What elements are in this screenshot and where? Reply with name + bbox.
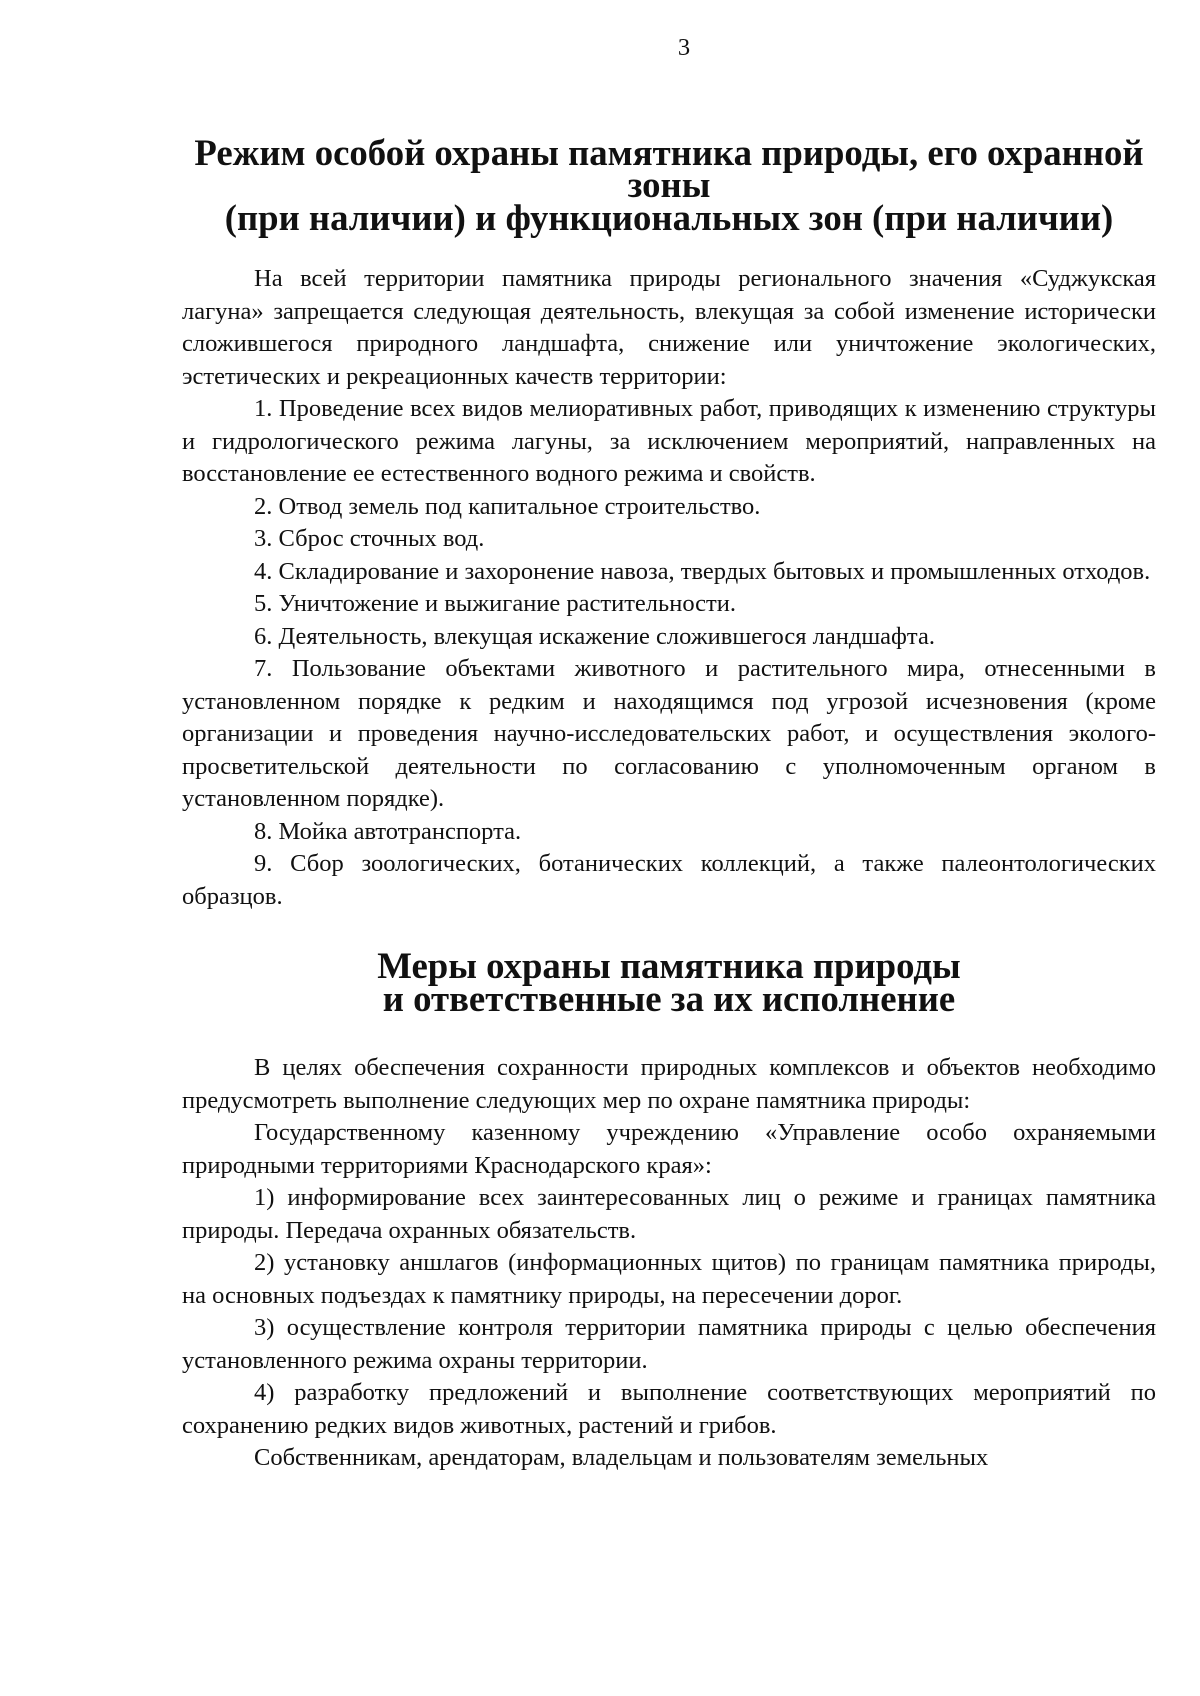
- page-number: 3: [677, 34, 691, 61]
- list-item: 1) информирование всех заинтересованных лиц о режиме и границах памятника природы. Передача охранных обязательств.: [182, 1184, 1156, 1244]
- list-item: 9. Сбор зоологических, ботанических коллекций, а также палеонтологических образцов.: [182, 850, 1156, 910]
- section-heading-protection-regime: [182, 131, 1156, 238]
- list-item: 8. Мойка автотранспорта.: [254, 817, 522, 845]
- list-item: 6. Деятельность, влекущая искажение сложившегося ландшафта.: [254, 622, 935, 650]
- list-item: 3. Сброс сточных вод.: [254, 525, 485, 552]
- list-item: 2. Отвод земель под капитальное строительство.: [254, 492, 761, 520]
- heading-line: (при наличии) и функциональных зон (при наличии): [224, 196, 1114, 238]
- responsible-party: Собственникам, арендаторам, владельцам и пользователям земельных: [254, 1444, 989, 1471]
- list-item: 1. Проведение всех видов мелиоративных работ, приводящих к изменению структуры и гидрологического режима лагуны, за исключением мероприятий, направленных на восстановление ее естественного водного режима и свойств.: [182, 395, 1156, 487]
- heading-line: Режим особой охраны памятника природы, его охранной зоны: [194, 131, 1144, 205]
- list-item: 4) разработку предложений и выполнение соответствующих мероприятий по сохранению редких видов животных, растений и грибов.: [182, 1379, 1156, 1439]
- section-heading-protection-measures: [182, 945, 1156, 1019]
- intro-paragraph: В целях обеспечения сохранности природных комплексов и объектов необходимо предусмотреть выполнение следующих мер по охране памятника природы:: [182, 1054, 1156, 1114]
- list-item: 3) осуществление контроля территории памятника природы с целью обеспечения установленного режима охраны территории.: [182, 1314, 1156, 1374]
- list-item: 4. Складирование и захоронение навоза, твердых бытовых и промышленных отходов.: [254, 557, 1151, 585]
- intro-paragraph: На всей территории памятника природы регионального значения «Суджукская лагуна» запрещается следующая деятельность, влекущая за собой изменение исторически сложившегося природного ландшафта, снижение или уничтожение экологических, эстетических и рекреационных качеств территории:: [182, 265, 1156, 390]
- heading-line: и ответственные за их исполнение: [382, 977, 956, 1019]
- list-item: 2) установку аншлагов (информационных щитов) по границам памятника природы, на основных подъездах к памятнику природы, на пересечении дорог.: [182, 1249, 1156, 1309]
- list-item: 5. Уничтожение и выжигание растительности.: [254, 590, 736, 617]
- heading-line: Меры охраны памятника природы: [377, 945, 961, 986]
- responsible-party: Государственному казенному учреждению «Управление особо охраняемыми природными территориями Краснодарского края»:: [182, 1119, 1156, 1179]
- list-item: 7. Пользование объектами животного и растительного мира, отнесенными в установленном порядке к редким и находящимся под угрозой исчезновения (кроме организации и проведения научно-исследовательских работ, и осуществления эколого-просветительской деятельности по согласованию с уполномоченным органом в установленном порядке).: [182, 655, 1156, 812]
